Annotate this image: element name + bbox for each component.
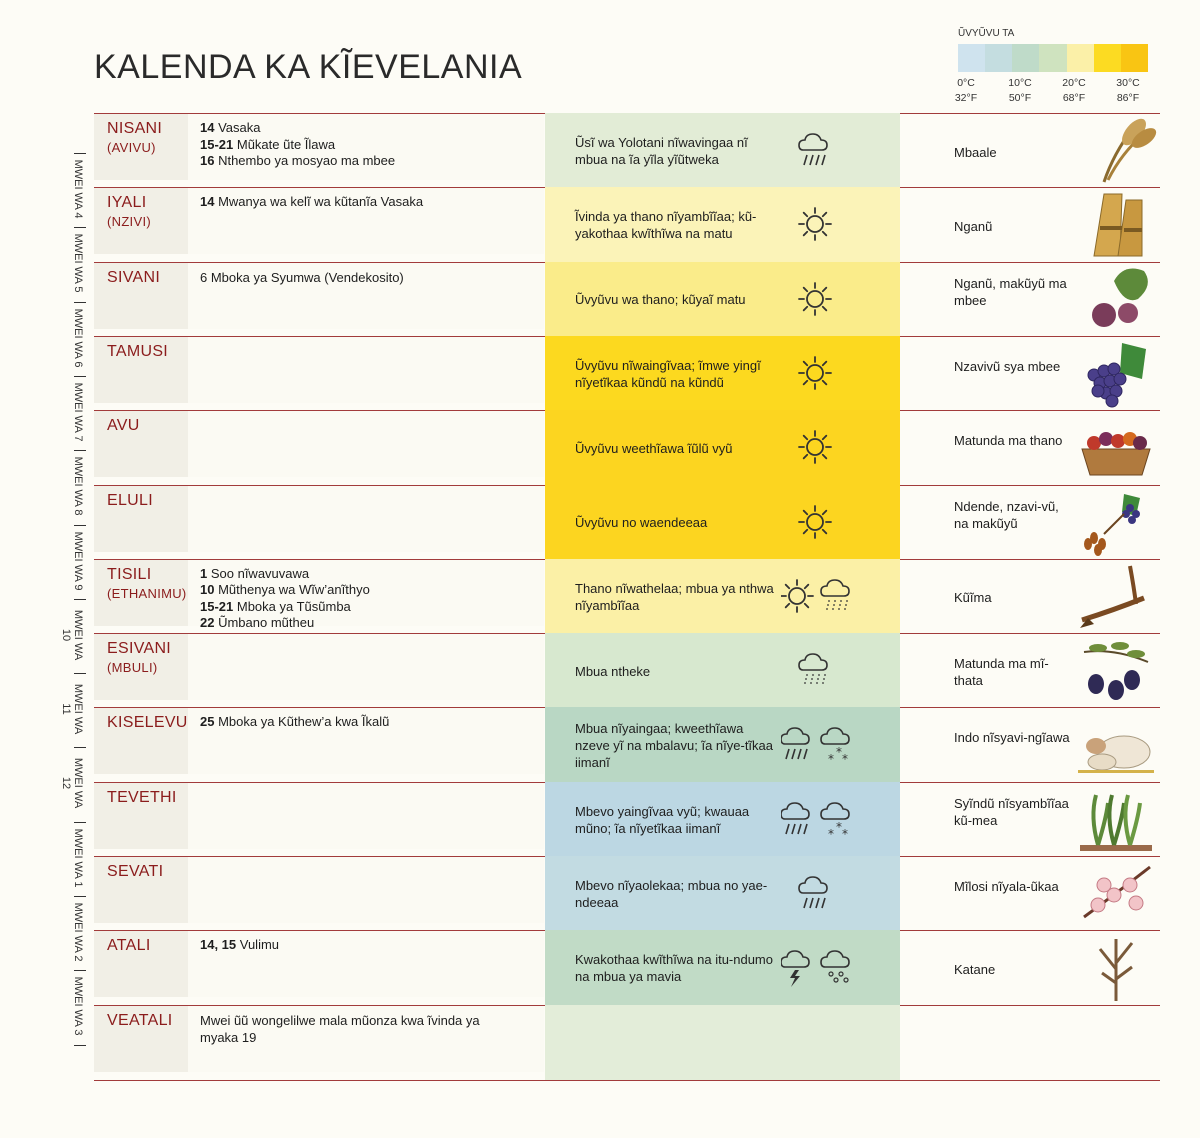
grapes-icon-svg [1074, 335, 1158, 411]
page-title: KALENDA KA KĨEVELANIA [94, 48, 523, 86]
weather-icons [781, 262, 881, 337]
weather-text: Kwakothaa kwĩthĩwa na itu-ndumo na mbua ya mavia [575, 952, 773, 985]
legend-tick-fahrenheit: 86°F [1116, 92, 1140, 104]
week-label: MWEI WA 5 [72, 233, 84, 293]
legend-tick [1108, 76, 1148, 106]
weather-icons [781, 707, 881, 782]
month-row [94, 485, 1160, 560]
month-cell [94, 634, 188, 700]
weather-text: Mbevo yaingĩvaa vyũ; kwauaa mũno; ĩa nĩyetĩkaa iimanĩ [575, 803, 750, 836]
events-cell [188, 931, 544, 997]
crop-label: Mbaale [954, 144, 997, 160]
snow-icon [821, 728, 849, 766]
event-text: Mboka ya Kũthew’a kwa Ĩkalũ [214, 714, 390, 730]
svg-text:*: * [842, 826, 848, 841]
flax-icon [1074, 929, 1158, 1005]
event-line [200, 120, 260, 135]
sprouts-icon-svg [1074, 781, 1158, 857]
crop-label: Mĩlosi nĩyala-ũkaa [954, 879, 1059, 894]
weather-icons-svg [781, 187, 881, 262]
month-row [94, 336, 1160, 411]
weather-cell [545, 485, 900, 560]
weather-text: Mbua nĩyaingaa; kweethĩawa nzeve yĩ na mbalavu; ĩa nĩye-tĩkaa iimanĩ [575, 720, 773, 770]
weather-cell [545, 559, 900, 634]
month-cell [94, 560, 188, 626]
month-name: TISILI [107, 565, 152, 583]
month-row [94, 262, 1160, 337]
legend-swatch [958, 44, 985, 72]
weather-icons-svg [781, 856, 881, 931]
events-cell [188, 411, 544, 477]
event-text: Nthembo ya mosyao ma mbee [214, 153, 396, 168]
crop-label: Syĩndũ nĩsyambĩĩaa kũ-mea [954, 796, 1069, 829]
crop-label: Matunda ma thano [954, 433, 1063, 449]
month-row [94, 410, 1160, 485]
event-line [200, 153, 395, 168]
month-row [94, 782, 1160, 857]
fig-icon [1074, 261, 1158, 337]
legend-swatch [1121, 44, 1148, 72]
month-cell [94, 931, 188, 997]
event-line [200, 599, 351, 614]
month-name: SIVANI [107, 268, 161, 286]
weather-icons-svg [781, 262, 881, 337]
weather-text: Ũvyũvu no waendeeaa [575, 515, 708, 530]
week-tick [74, 1045, 86, 1046]
month-row [94, 633, 1160, 708]
wheat-sheaf-icon [1074, 186, 1158, 262]
svg-text:*: * [828, 826, 834, 841]
legend-tick-celsius: 20°C [1062, 77, 1086, 89]
rain-icon [781, 728, 809, 759]
month-row [94, 930, 1160, 1005]
weather-icons [781, 559, 881, 634]
temperature-legend [954, 28, 1158, 108]
month-name: TEVETHI [107, 788, 177, 806]
week-tick [74, 525, 86, 526]
crop-label: Indo nĩsyavi-ngĩawa [954, 730, 1070, 746]
events-cell [188, 263, 544, 329]
weather-icons [781, 856, 881, 931]
week-label: MWEI WA 2 [72, 902, 84, 962]
legend-tick-celsius: 10°C [1008, 77, 1032, 89]
weather-cell [545, 782, 900, 857]
sun-icon [799, 506, 831, 538]
legend-tick-celsius: 0°C [957, 77, 975, 89]
weather-text: Thano nĩwathelaa; mbua ya nthwa nĩyambĩĩaa [575, 580, 774, 613]
month-name: SEVATI [107, 863, 164, 880]
weeks-axis [56, 113, 94, 1079]
month-cell [94, 708, 188, 774]
month-cell [94, 486, 188, 552]
events-cell [188, 188, 544, 254]
hail-icon [821, 951, 849, 982]
crop-label: Nganũ [954, 218, 993, 234]
month-row [94, 1005, 1160, 1081]
event-date: 22 [200, 615, 215, 631]
weather-text: Mbevo nĩyaolekaa; mbua no yae-ndeeaa [575, 878, 768, 910]
rain-icon [799, 877, 827, 908]
event-line [200, 137, 335, 152]
month-row [94, 559, 1160, 634]
legend-title: ŨVYŨVU TA [958, 28, 1015, 39]
plow-icon [1074, 558, 1158, 634]
events-cell [188, 634, 544, 700]
dates-icon [1074, 484, 1158, 560]
month-row [94, 113, 1160, 188]
month-name: IYALI [107, 194, 147, 212]
weather-icons [781, 633, 881, 708]
month-row [94, 187, 1160, 262]
month-cell [94, 1006, 188, 1072]
weather-text: Mbua ntheke [575, 663, 651, 679]
weather-cell [545, 113, 900, 188]
legend-tick [1054, 76, 1094, 106]
temperature-color-scale [958, 44, 1148, 72]
weather-icons [781, 485, 881, 560]
event-text: Mboka ya Tũsũmba [233, 598, 351, 614]
weather-icons [781, 782, 881, 857]
weather-cell [545, 262, 900, 337]
legend-tick-celsius: 30°C [1116, 77, 1140, 89]
legend-swatch [1039, 44, 1066, 72]
svg-text:*: * [842, 752, 848, 767]
week-label: MWEI WA 7 [72, 382, 84, 442]
week-tick [74, 970, 86, 971]
fig-icon-svg [1074, 261, 1158, 337]
weather-icons-svg [781, 930, 881, 1005]
olives-icon [1074, 632, 1158, 708]
month-cell [94, 783, 188, 849]
event-date: 14 [200, 194, 215, 210]
sprouts-icon [1074, 781, 1158, 857]
events-cell [188, 560, 544, 631]
weather-cell [545, 410, 900, 485]
week-tick [74, 450, 86, 451]
wheat-sheaf-icon-svg [1074, 186, 1158, 262]
event-date: 14 [200, 120, 215, 135]
flax-icon-svg [1074, 929, 1158, 1005]
month-row [94, 707, 1160, 782]
grapes-icon [1074, 335, 1158, 411]
blossom-icon [1074, 855, 1158, 931]
weather-icons [781, 410, 881, 485]
sun-icon [799, 357, 831, 389]
fruit-basket-icon [1074, 409, 1158, 485]
plow-icon-svg [1074, 558, 1158, 634]
week-label: MWEI WA 3 [72, 976, 84, 1036]
month-cell [94, 857, 188, 923]
event-date: 1 [200, 565, 208, 581]
weather-icons [781, 336, 881, 411]
weather-icons [781, 113, 881, 188]
event-text: Vulimu [236, 937, 280, 953]
month-alt-name: (AVIVU) [107, 140, 156, 155]
week-label: MWEI WA 10 [60, 609, 84, 660]
weather-cell [545, 930, 900, 1005]
event-line [200, 937, 279, 952]
svg-text:*: * [836, 819, 842, 834]
month-cell [94, 337, 188, 403]
crop-label: Katane [954, 961, 996, 977]
week-tick [74, 673, 86, 674]
barley-icon-svg [1074, 112, 1158, 188]
crop-label: Nganũ, makũyũ ma mbee [954, 276, 1067, 309]
month-name: VEATALI [107, 1011, 173, 1029]
event-line [200, 615, 314, 630]
event-date: 15-21 [200, 136, 234, 152]
events-cell [188, 337, 544, 403]
month-name: AVU [107, 417, 140, 435]
fruit-basket-icon-svg [1074, 409, 1158, 485]
weather-text: Ũvyũvu nĩwaingĩvaa; ĩmwe yingĩ nĩyetĩkaa kũndũ na kũndũ [575, 357, 761, 390]
svg-text:*: * [836, 745, 842, 760]
event-text: Soo nĩwavuvawa [207, 565, 310, 581]
sheep-icon [1074, 706, 1158, 782]
event-line [200, 582, 370, 597]
blossom-icon-svg [1074, 855, 1158, 931]
month-cell [94, 188, 188, 254]
legend-swatch [1012, 44, 1039, 72]
weather-cell [545, 187, 900, 262]
legend-tick [1000, 76, 1040, 106]
event-date: 10 [200, 582, 215, 598]
event-text: Ũmbano mũtheu [214, 615, 315, 631]
legend-swatch [1067, 44, 1094, 72]
event-line [200, 566, 309, 581]
weather-icons [781, 930, 881, 1005]
week-tick [74, 747, 86, 748]
weather-text: Ũvyũvu weethĩawa ĩũlũ vyũ [575, 440, 733, 456]
week-tick [74, 376, 86, 377]
events-cell [188, 1006, 544, 1072]
weather-cell [545, 1005, 900, 1080]
event-line [200, 194, 423, 209]
weather-cell [545, 856, 900, 931]
weather-icons-svg [781, 485, 881, 560]
weather-text: Ũsĩ wa Yolotani nĩwavingaa nĩ mbua na ĩa yĩla yĩũtweka [575, 135, 748, 167]
rain-icon [799, 134, 827, 165]
week-label: MWEI WA 11 [60, 683, 84, 735]
event-text: Mũkate ũte Ĩlawa [233, 136, 336, 152]
legend-tick-fahrenheit: 32°F [954, 92, 978, 104]
legend-swatch [985, 44, 1012, 72]
weather-text: Ĩvinda ya thano nĩyambĩĩaa; kũ-yakothaa kwĩthĩwa na matu [575, 209, 757, 242]
events-cell [188, 114, 544, 180]
event-text: Vasaka [214, 120, 261, 135]
event-line [200, 714, 389, 729]
week-label: MWEI WA 8 [72, 456, 84, 516]
drizzle-icon [799, 654, 827, 684]
week-label: MWEI WA 12 [60, 758, 84, 809]
week-tick [74, 227, 86, 228]
month-alt-name: (ETHANIMU) [107, 585, 187, 601]
month-name: ELULI [107, 491, 153, 509]
legend-tick [946, 76, 986, 106]
event-date: 15-21 [200, 598, 234, 614]
storm-icon [781, 951, 809, 987]
event-note: Mwei ũũ wongelilwe mala mũonza kwa ĩvinda ya myaka 19 [200, 1012, 480, 1045]
event-text: Mwanya wa kelĩ wa kũtanĩa Vasaka [214, 194, 424, 210]
weather-icons-svg [781, 782, 881, 857]
weather-icons-svg [781, 707, 881, 782]
sun-icon [781, 580, 813, 612]
events-cell [188, 486, 544, 552]
weather-icons-svg [781, 559, 881, 634]
month-cell [94, 263, 188, 329]
week-tick [74, 822, 86, 823]
week-tick [74, 153, 86, 154]
sheep-icon-svg [1074, 706, 1158, 782]
svg-text:*: * [828, 752, 834, 767]
events-cell [188, 857, 544, 923]
week-tick [74, 599, 86, 600]
legend-tick-fahrenheit: 50°F [1008, 92, 1032, 104]
month-cell [94, 411, 188, 477]
crop-label: Nzavivũ sya mbee [954, 358, 1061, 374]
events-cell [188, 783, 544, 849]
weather-icons-svg [781, 633, 881, 708]
sun-icon [799, 208, 831, 240]
month-name: NISANI [107, 120, 163, 137]
drizzle-icon [821, 580, 849, 610]
barley-icon [1074, 112, 1158, 188]
olives-icon-svg [1074, 632, 1158, 708]
week-tick [74, 302, 86, 303]
rain-icon [781, 803, 809, 834]
dates-icon-svg [1074, 484, 1158, 560]
events-cell [188, 708, 544, 774]
crop-label: Ndende, nzavi-vũ, na makũyũ [954, 499, 1059, 531]
weather-cell [545, 633, 900, 708]
legend-swatch [1094, 44, 1121, 72]
weather-icons-svg [781, 410, 881, 485]
month-name: ATALI [107, 937, 151, 955]
month-name: KISELEVU [107, 714, 188, 732]
event-text: Mũthenya wa Wĩw’anĩthyo [214, 582, 370, 598]
weather-cell [545, 336, 900, 411]
legend-tick-fahrenheit: 68°F [1062, 92, 1086, 104]
event-date: 25 [200, 714, 215, 730]
week-label: MWEI WA 1 [72, 828, 84, 888]
weather-icons-svg [781, 113, 881, 188]
month-cell [94, 114, 188, 180]
month-alt-name: (NZIVI) [107, 214, 151, 230]
event-date: 16 [200, 153, 215, 168]
weather-icons [781, 187, 881, 262]
month-alt-name: (MBULI) [107, 660, 158, 676]
month-row [94, 856, 1160, 931]
event-date: 14, 15 [200, 937, 237, 953]
snow-icon [821, 803, 849, 841]
crop-label: Kũĩma [954, 590, 992, 606]
event-note: 6 Mboka ya Syumwa (Vendekosito) [200, 269, 404, 285]
week-label: MWEI WA 6 [72, 308, 84, 368]
weather-cell [545, 707, 900, 782]
crop-label: Matunda ma mĩ-thata [954, 656, 1049, 689]
weather-icons-svg [781, 336, 881, 411]
month-name: ESIVANI [107, 640, 172, 658]
sun-icon [799, 283, 831, 315]
weather-text: Ũvyũvu wa thano; kũyaĩ matu [575, 292, 746, 308]
week-label: MWEI WA 4 [72, 159, 84, 219]
sun-icon [799, 431, 831, 463]
week-tick [74, 896, 86, 897]
week-label: MWEI WA 9 [72, 531, 84, 590]
month-name: TAMUSI [107, 342, 169, 360]
